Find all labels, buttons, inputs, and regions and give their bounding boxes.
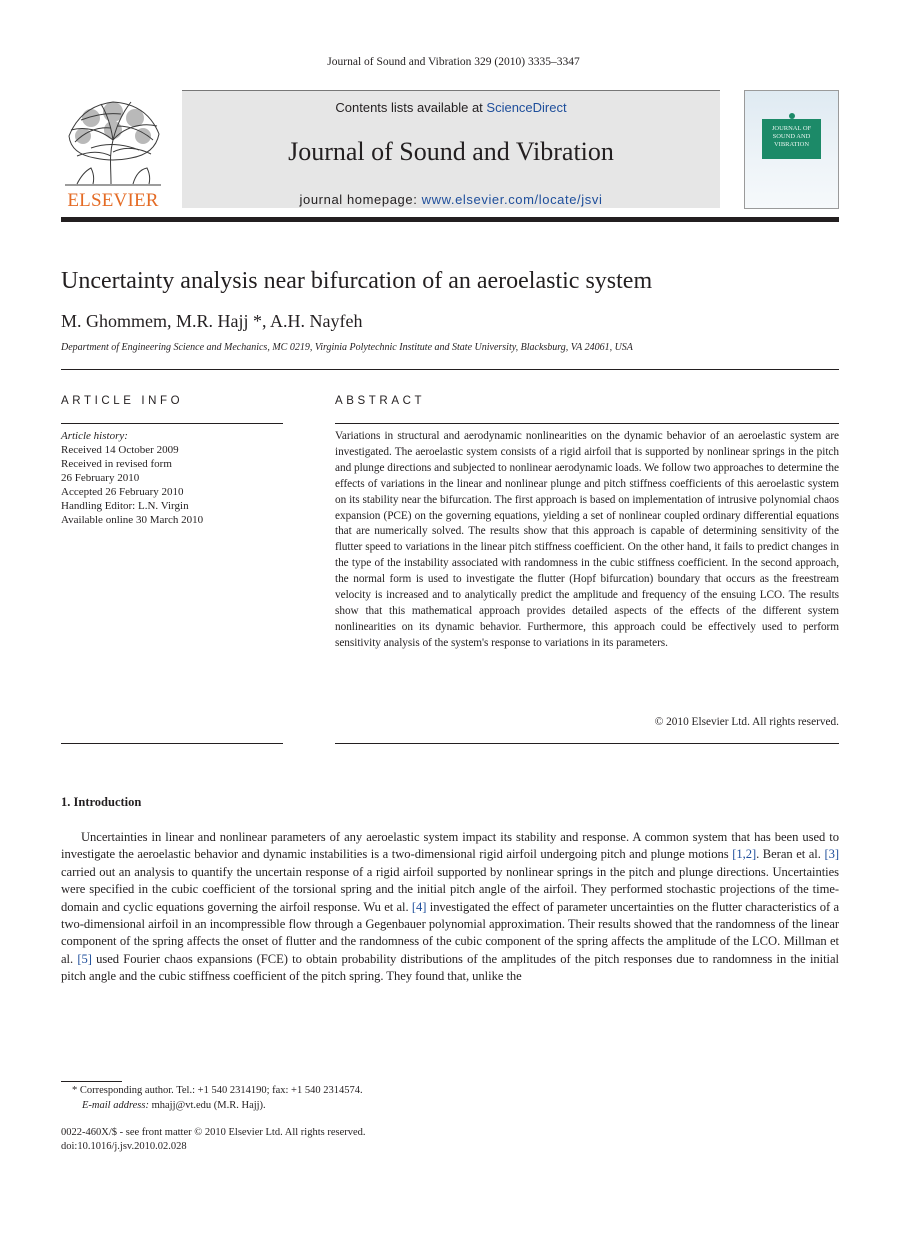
- history-item: Received in revised form: [61, 458, 172, 470]
- journal-cover-thumbnail: [744, 90, 839, 209]
- header-divider: [61, 369, 839, 370]
- elsevier-logo: [61, 96, 165, 211]
- abstract-text: Variations in structural and aerodynamic nonlinearities on the dynamic behavior of an aeroelastic system are investigated. The aeroelastic system consists of a rigid airfoil that is supported by nonlinear springs in the pitch and plunge directions and subjected to nonlinear aerodynamic loads. We follow two approaches to determine the effects of variations in the linear and nonlinear plunge and pitch stiffness coefficients of this aeroelastic system on its stability near the bifurcation. The first approach is based on implementation of intrusive polynomial chaos expansion (PCE) on the governing equations, yielding a set of nonlinear coupled ordinary differential equations that are numerically solved. The results show that this approach is capable of determining sensitivity of the flutter speed to variations in the linear pitch stiffness coefficient. On the other hand, it fails to predict changes in the type of the instability associated with randomness in the cubic stiffness coefficient. In the second approach, the normal form is used to investigate the flutter (Hopf bifurcation) boundary that occurs as the freestream velocity is increased and to analytically predict the amplitude and frequency of the ensuing LCO. The results show that this mathematical approach provides detailed aspects of the effects of the different system nonlinearities on its dynamic behavior. Furthermore, this approach could be effectively used to perform sensitivity analysis of the system's response to variations in its parameters.: [335, 430, 839, 649]
- journal-title: Journal of Sound and Vibration: [288, 137, 614, 166]
- history-label: Article history:: [61, 430, 128, 442]
- issn-line: 0022-460X/$ - see front matter © 2010 Elsevier Ltd. All rights reserved.: [61, 1127, 366, 1138]
- abstract-rule-bottom: [335, 743, 839, 744]
- intro-text: Uncertainties in linear and nonlinear parameters of any aeroelastic system impact its stability and response. A common system that has been used to investigate the aeroelastic behavior and dynamic instabilities is a two-dimensional rigid airfoil undergoing pitch and plunge motions: [61, 830, 839, 862]
- article-info-rule-bottom: [61, 743, 283, 744]
- journal-masthead: [61, 88, 839, 214]
- article-history: [61, 429, 283, 527]
- history-item: Received 14 October 2009: [61, 444, 179, 456]
- history-item: Accepted 26 February 2010: [61, 486, 184, 498]
- homepage-line: [182, 192, 720, 207]
- sciencedirect-link[interactable]: ScienceDirect: [486, 100, 567, 115]
- homepage-prefix: journal homepage:: [299, 192, 422, 207]
- intro-text: . Beran et al.: [756, 847, 825, 862]
- cover-badge: JOURNAL OF SOUND AND VIBRATION: [762, 119, 821, 159]
- article-info-rule-top: [61, 423, 283, 424]
- citation-link[interactable]: [1,2]: [732, 847, 757, 862]
- history-item: 26 February 2010: [61, 472, 140, 484]
- intro-text: carried out an analysis to quantify the uncertain response of a rigid airfoil supported by nonlinear springs in the pitch and plunge directions. Uncertainties were specified in the cubic coefficient of the torsional spring and the initial pitch angle of the airfoil. They performed stochastic projections of the time-domain and cyclic equations governing the airfoil response. Wu et al.: [61, 864, 839, 914]
- article-info-heading: ARTICLE INFO: [61, 395, 184, 407]
- abstract-copyright: © 2010 Elsevier Ltd. All rights reserved.: [654, 716, 839, 728]
- article-authors: M. Ghommem, M.R. Hajj *, A.H. Nayfeh: [61, 311, 363, 331]
- history-item: Available online 30 March 2010: [61, 514, 204, 526]
- citation-link[interactable]: [5]: [77, 951, 92, 966]
- intro-text: used Fourier chaos expansions (FCE) to obtain probability distributions of the amplitudes of the pitch responses due to randomness in the initial pitch angle and the cubic stiffness coefficient of the pitch spring. They found that, unlike the: [61, 951, 839, 984]
- citation-link[interactable]: [3]: [824, 847, 839, 862]
- journal-homepage-link[interactable]: www.elsevier.com/locate/jsvi: [421, 192, 603, 207]
- elsevier-wordmark: ELSEVIER: [67, 190, 159, 211]
- masthead-rule: [61, 217, 839, 222]
- intro-text: investigated the effect of parameter uncertainties on the flutter characteristics of a two-dimensional airfoil in an incompressible flow through a Gegenbauer polynomial approximation. Their results showed that the randomness of the linear component of the spring affects the onset of flutter and the randomness of the cubic component of the spring affects the amplitude of the LCO. Millman et al.: [61, 899, 840, 966]
- email-value: mhajj@vt.edu (M.R. Hajj).: [148, 1100, 266, 1111]
- email-note: [82, 1100, 266, 1111]
- running-head: Journal of Sound and Vibration 329 (2010) 3335–3347: [327, 56, 580, 68]
- history-item: Handling Editor: L.N. Virgin: [61, 500, 189, 512]
- article-title: Uncertainty analysis near bifurcation of an aeroelastic system: [61, 268, 653, 294]
- elsevier-tree-icon: [61, 96, 165, 188]
- email-label: E-mail address:: [82, 1100, 149, 1111]
- abstract-rule-top: [335, 423, 839, 424]
- contents-line: [182, 100, 720, 115]
- abstract-heading: ABSTRACT: [335, 395, 426, 407]
- article-affiliation: Department of Engineering Science and Mechanics, MC 0219, Virginia Polytechnic Institute and State University, Blacksburg, VA 24061, USA: [61, 342, 633, 353]
- corresponding-author-note: * Corresponding author. Tel.: +1 540 2314190; fax: +1 540 2314574.: [72, 1085, 363, 1096]
- journal-banner: [182, 90, 720, 208]
- footnote-rule: [61, 1081, 122, 1082]
- section-heading-introduction: 1. Introduction: [61, 795, 142, 809]
- citation-link[interactable]: [4]: [411, 899, 427, 914]
- doi-line: doi:10.1016/j.jsv.2010.02.028: [61, 1141, 187, 1152]
- introduction-paragraph: [61, 829, 839, 986]
- contents-prefix: Contents lists available at: [335, 100, 487, 115]
